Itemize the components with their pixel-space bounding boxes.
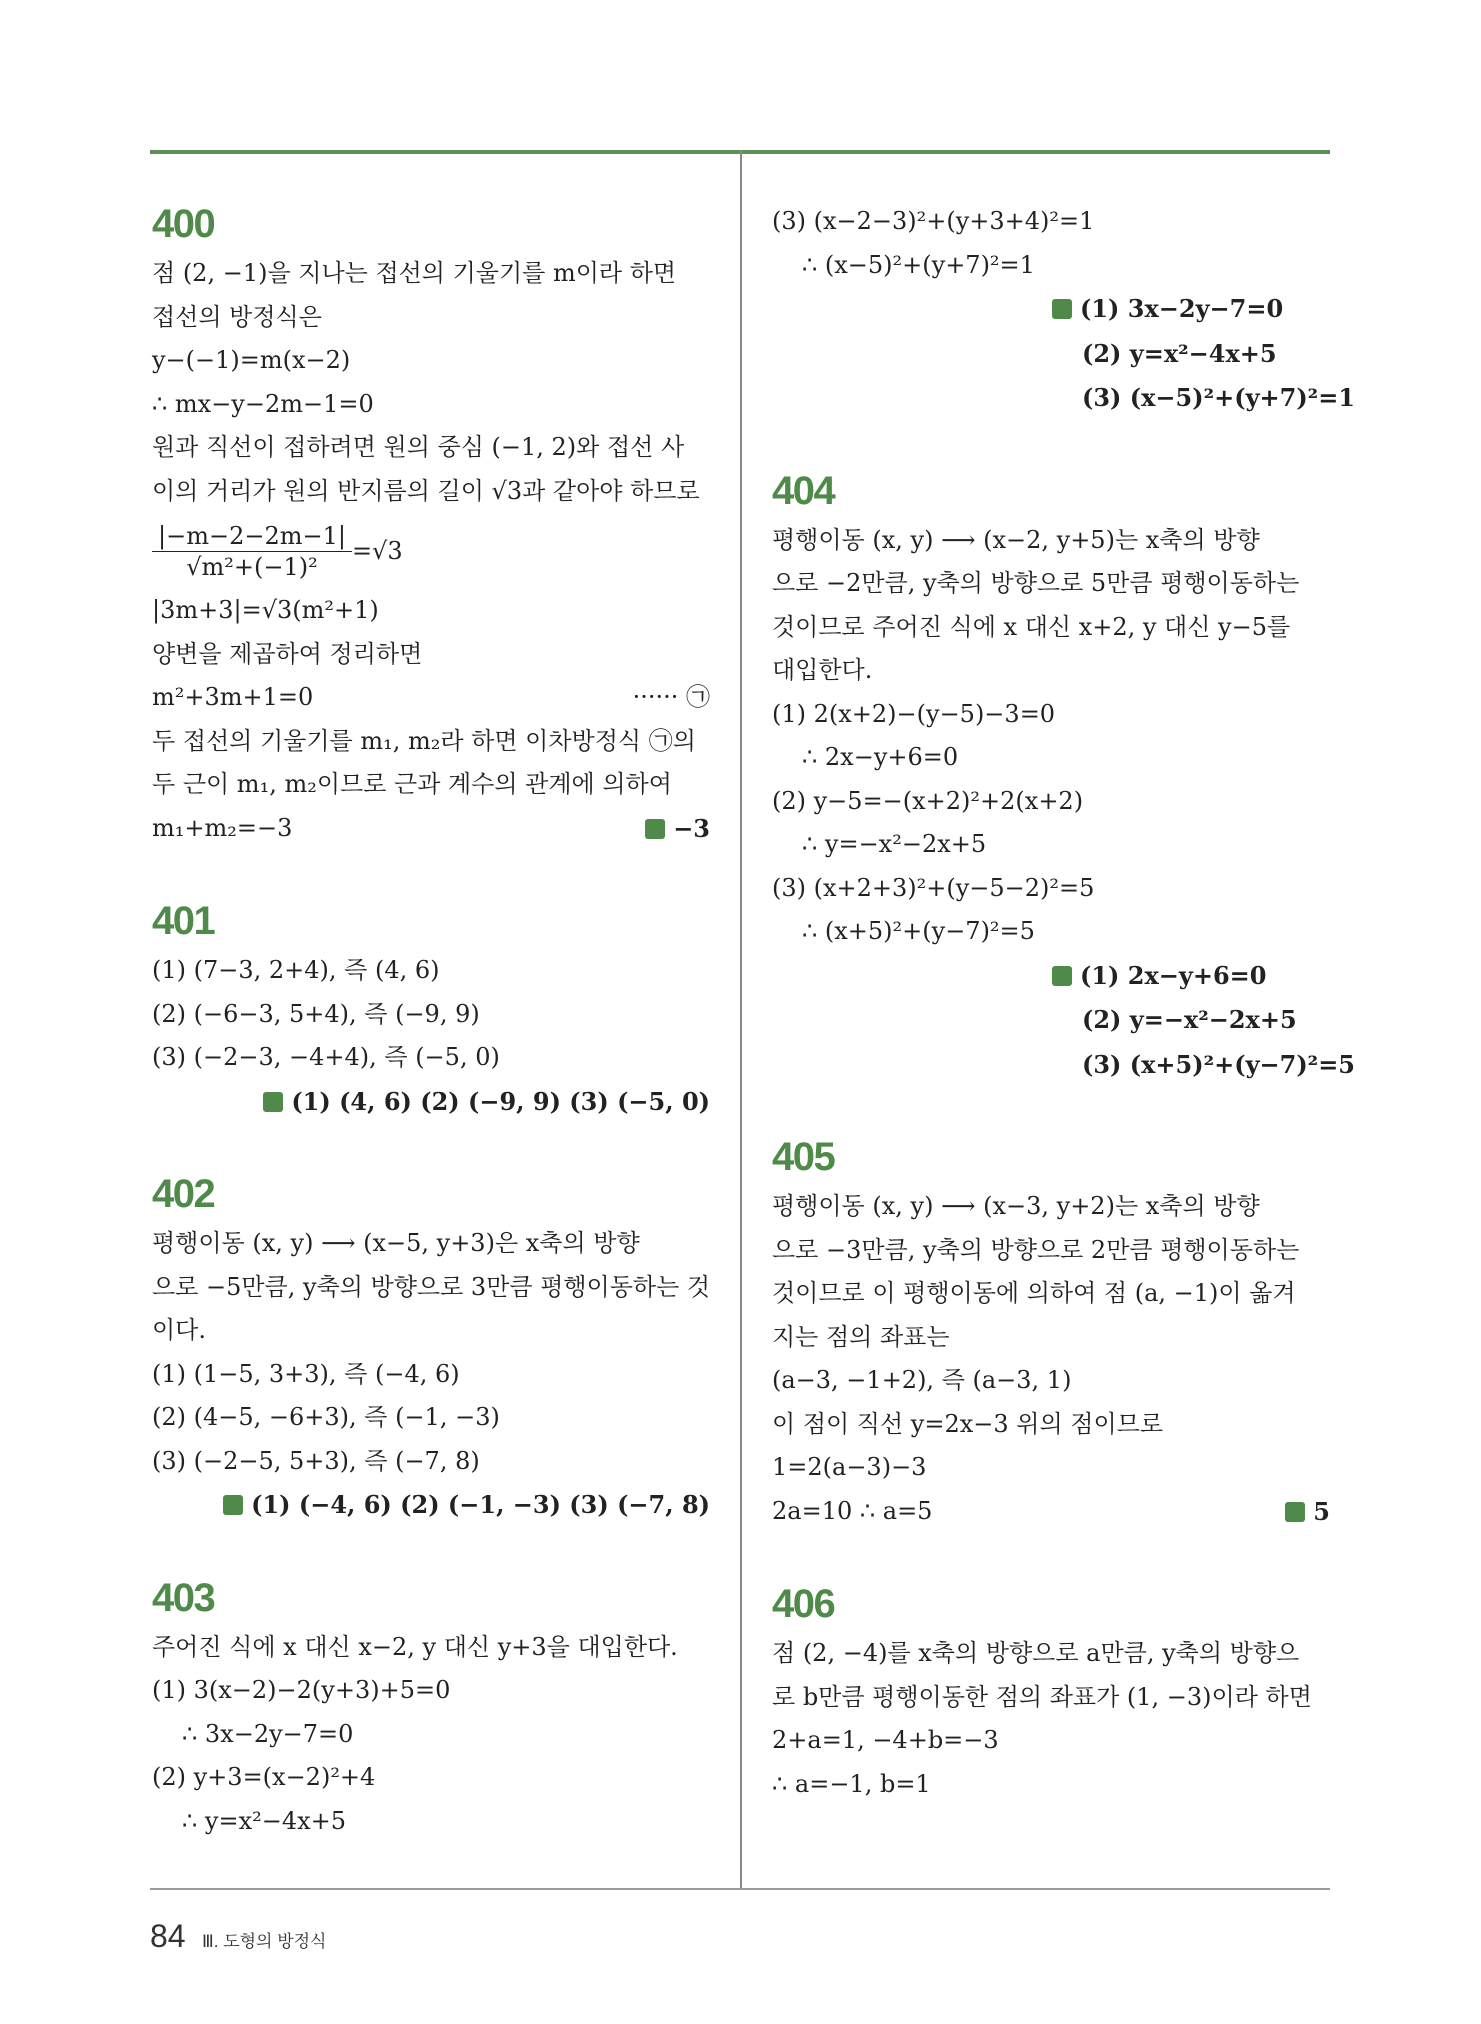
text-line: 평행이동 (x, y) ⟶ (x−2, y+5)는 x축의 방향: [772, 525, 1260, 554]
equation: m²+3m+1=0: [152, 683, 314, 711]
problem-403: [152, 1574, 710, 1844]
text-line: 평행이동 (x, y) ⟶ (x−3, y+2)는 x축의 방향: [772, 1192, 1260, 1220]
text-line: 것이므로 주어진 식에 x 대신 x+2, y 대신 y−5를: [772, 612, 1291, 641]
equation-line: (3) (−2−5, 5+3), 즉 (−7, 8): [152, 1446, 480, 1475]
equation-line: (2) y−5=−(x+2)²+2(x+2): [772, 786, 1084, 815]
text-line: 두 근이 m₁, m₂이므로 근과 계수의 관계에 의하여: [152, 770, 672, 798]
equation-line: (1) (1−5, 3+3), 즉 (−4, 6): [152, 1359, 460, 1388]
text-line: 두 접선의 기울기를 m₁, m₂라 하면 이차방정식 ㉠의: [152, 726, 696, 755]
distance-fraction: [152, 513, 710, 589]
equation-line: ∴ 3x−2y−7=0: [182, 1719, 354, 1748]
fraction: [152, 521, 352, 582]
text-line: 양변을 제곱하여 정리하면: [152, 639, 423, 668]
text-line: 이 점이 직선 y=2x−3 위의 점이므로: [772, 1409, 1164, 1438]
text-line: 원과 직선이 접하려면 원의 중심 (−1, 2)와 접선 사: [152, 433, 685, 461]
answer-badge-icon: [1052, 966, 1072, 986]
answer-value: (1) 3x−2y−7=0: [1080, 294, 1284, 323]
equation-line: ∴ (x+5)²+(y−7)²=5: [802, 917, 1035, 945]
equation-line: (2) (4−5, −6+3), 즉 (−1, −3): [152, 1403, 500, 1431]
equation-line: (3) (x+2+3)²+(y−5−2)²=5: [772, 873, 1095, 902]
equation-line: |3m+3|=√3(m²+1): [152, 596, 379, 624]
answer: [772, 1043, 1355, 1088]
page-footer: [150, 1918, 326, 1955]
equation-line: ∴ (x−5)²+(y+7)²=1: [802, 250, 1035, 279]
answer: [645, 807, 710, 852]
equation-line: (2) (−6−3, 5+4), 즉 (−9, 9): [152, 999, 480, 1028]
equation-line: ∴ a=−1, b=1: [772, 1769, 931, 1798]
answer: [772, 332, 1330, 377]
text-line: 으로 −5만큼, y축의 방향으로 3만큼 평행이동하는 것: [152, 1272, 711, 1301]
problem-number: 401: [152, 899, 215, 943]
text-line: 접선의 방정식은: [152, 302, 322, 331]
answer-value: (1) (4, 6) (2) (−9, 9) (3) (−5, 0): [291, 1086, 710, 1116]
text-line: 점 (2, −4)를 x축의 방향으로 a만큼, y축의 방향으: [772, 1639, 1300, 1667]
equation-line: ∴ mx−y−2m−1=0: [152, 389, 374, 418]
answer-value: −3: [673, 813, 710, 843]
problem-404: [772, 467, 1355, 1088]
problem-406: [772, 1580, 1330, 1806]
text-line: 주어진 식에 x 대신 x−2, y 대신 y+3을 대입한다.: [152, 1632, 678, 1661]
equation-line: [152, 807, 710, 852]
answer: [772, 376, 1355, 421]
text-line: 으로 −2만큼, y축의 방향으로 5만큼 평행이동하는: [772, 569, 1300, 597]
equation-line: y−(−1)=m(x−2): [152, 346, 351, 374]
answer: [152, 1483, 710, 1528]
equation-line: ∴ 2x−y+6=0: [802, 743, 959, 771]
answer-value: (3) (x+5)²+(y−7)²=5: [1082, 1049, 1355, 1079]
problem-400: [152, 200, 710, 851]
text-line: 로 b만큼 평행이동한 점의 좌표가 (1, −3)이라 하면: [772, 1682, 1312, 1711]
answer-value: (3) (x−5)²+(y+7)²=1: [1082, 383, 1355, 412]
problem-403-continued: [772, 200, 1355, 421]
text-line: 대입한다.: [772, 656, 873, 684]
answer: [1285, 1490, 1330, 1535]
page-number: 84: [150, 1918, 186, 1954]
problem-401: [152, 897, 710, 1124]
answer-badge-icon: [223, 1495, 243, 1515]
answer-value: 5: [1313, 1496, 1330, 1526]
answer: [152, 1080, 710, 1125]
problem-405: [772, 1133, 1330, 1534]
problem-number: 403: [152, 1575, 215, 1620]
chapter-title: Ⅲ. 도형의 방정식: [202, 1932, 327, 1951]
text-line: 으로 −3만큼, y축의 방향으로 2만큼 평행이동하는: [772, 1235, 1300, 1264]
text-line: 이의 거리가 원의 반지름의 길이 √3과 같아야 하므로: [152, 476, 700, 505]
answer-value: (2) y=−x²−2x+5: [1082, 1005, 1297, 1034]
fraction-denominator: √m²+(−1)²: [186, 552, 318, 581]
problem-number: 402: [152, 1172, 215, 1216]
fraction-rhs: =√3: [351, 537, 403, 565]
equation-line: (3) (−2−3, −4+4), 즉 (−5, 0): [152, 1043, 500, 1071]
equation-line: 1=2(a−3)−3: [772, 1453, 927, 1481]
problem-number: 400: [152, 202, 215, 246]
text-line: 평행이동 (x, y) ⟶ (x−5, y+3)은 x축의 방향: [152, 1229, 640, 1257]
equation-line: ∴ y=−x²−2x+5: [802, 830, 987, 858]
column-divider: [740, 150, 742, 1890]
left-column: [152, 200, 710, 1889]
equation-line: [772, 1490, 1330, 1535]
equation-line: (3) (x−2−3)²+(y+3+4)²=1: [772, 207, 1095, 235]
equation-line: (1) 3(x−2)−2(y+3)+5=0: [152, 1676, 451, 1704]
answer-value: (1) (−4, 6) (2) (−1, −3) (3) (−7, 8): [251, 1490, 710, 1519]
answer-badge-icon: [1285, 1502, 1305, 1522]
answer-value: (2) y=x²−4x+5: [1082, 338, 1277, 368]
answer-value: (1) 2x−y+6=0: [1080, 960, 1267, 990]
equation: m₁+m₂=−3: [152, 813, 293, 842]
equation-line: (1) (7−3, 2+4), 즉 (4, 6): [152, 956, 440, 984]
text-line: 이다.: [152, 1316, 206, 1344]
right-column: [772, 200, 1355, 1852]
equation-line: ∴ y=x²−4x+5: [182, 1806, 347, 1835]
equation-line: (2) y+3=(x−2)²+4: [152, 1763, 376, 1791]
text-line: 점 (2, −1)을 지나는 접선의 기울기를 m이라 하면: [152, 259, 677, 287]
problem-number: 405: [772, 1135, 835, 1179]
equation-tag: ······ ㉠: [632, 683, 710, 711]
text-line: 지는 점의 좌표는: [772, 1322, 950, 1351]
answer-badge-icon: [1052, 299, 1072, 319]
equation-line: (a−3, −1+2), 즉 (a−3, 1): [772, 1366, 1072, 1394]
answer-badge-icon: [263, 1092, 283, 1112]
text-line: 것이므로 이 평행이동에 의하여 점 (a, −1)이 옮겨: [772, 1279, 1296, 1307]
answer: [772, 998, 1330, 1043]
problem-402: [152, 1170, 710, 1528]
equation-line: (1) 2(x+2)−(y−5)−3=0: [772, 699, 1056, 728]
equation: 2a=10 ∴ a=5: [772, 1496, 933, 1525]
answer-badge-icon: [645, 819, 665, 839]
problem-number: 404: [772, 468, 835, 513]
fraction-numerator: |−m−2−2m−1|: [152, 521, 352, 552]
answer: [772, 954, 1330, 999]
answer: [772, 287, 1330, 332]
problem-number: 406: [772, 1582, 835, 1626]
equation-line: 2+a=1, −4+b=−3: [772, 1726, 999, 1754]
equation-line: [152, 676, 710, 720]
